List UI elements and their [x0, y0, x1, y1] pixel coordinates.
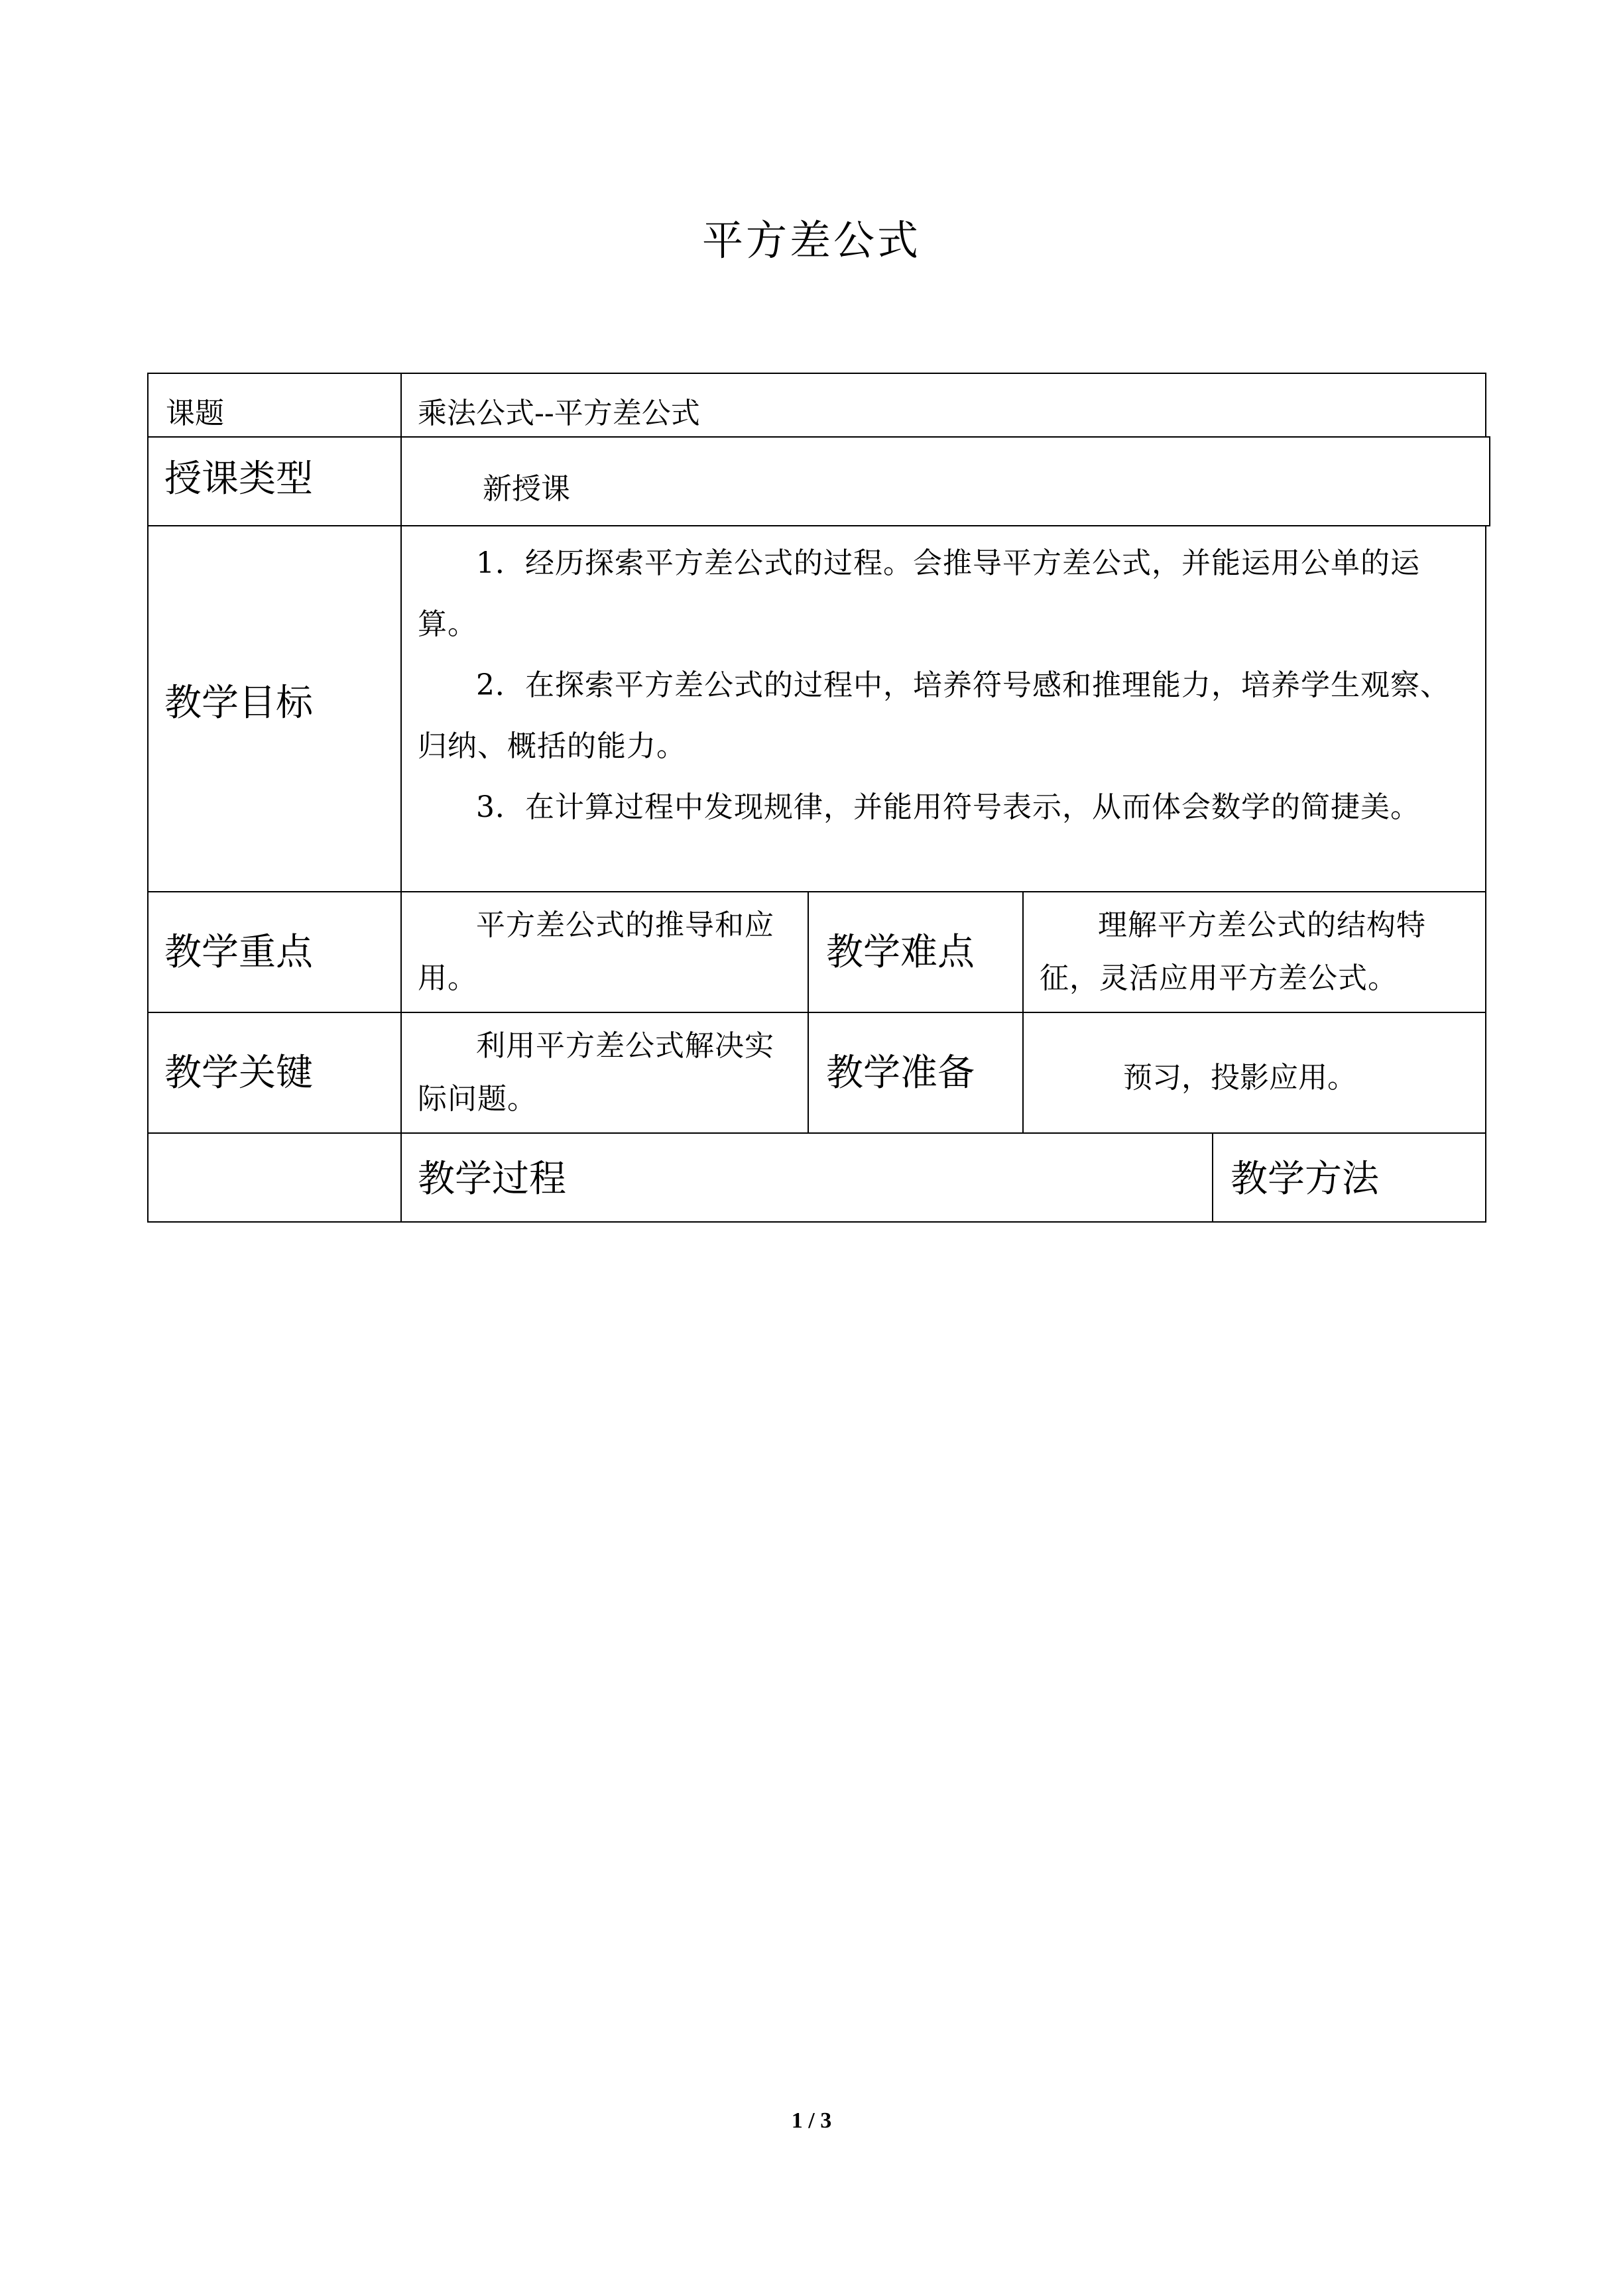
- prep-value: 预习，投影应用。: [1123, 1061, 1356, 1095]
- key-value-cell: [400, 1012, 809, 1134]
- key-label: 教学关键: [164, 1052, 313, 1095]
- goal-item: 3．在计算过程中发现规律，并能用符号表示，从而体会数学的简捷美。: [476, 790, 1420, 824]
- prep-label-cell: [808, 1012, 1024, 1134]
- difficulty-value: 理解平方差公式的结构特征，灵活应用平方差公式。: [1040, 908, 1426, 995]
- subject-value: 乘法公式--平方差公式: [418, 396, 700, 430]
- type-label-cell: [147, 436, 402, 526]
- difficulty-label-cell: [808, 891, 1024, 1013]
- type-value-cell: [400, 436, 1490, 526]
- page-number: 1 / 3: [791, 2108, 832, 2133]
- subject-label-cell: [147, 373, 402, 438]
- prep-label: 教学准备: [826, 1052, 975, 1095]
- difficulty-value-cell: [1022, 891, 1486, 1013]
- type-value: 新授课: [483, 472, 570, 506]
- subject-label: 课题: [166, 396, 224, 430]
- key-value: 利用平方差公式解决实际问题。: [418, 1029, 774, 1116]
- key-point-value-cell: [400, 891, 809, 1013]
- key-point-label: 教学重点: [164, 931, 313, 974]
- goal-item: 1．经历探索平方差公式的过程。会推导平方差公式，并能运用公单的运算。: [418, 546, 1420, 641]
- method-header-cell: [1212, 1132, 1486, 1223]
- difficulty-label: 教学难点: [826, 931, 975, 974]
- process-header-cell: [400, 1132, 1213, 1223]
- goal-item: 2．在探索平方差公式的过程中，培养符号感和推理能力，培养学生观察、归纳、概括的能力。: [418, 668, 1450, 763]
- goals-label: 教学目标: [164, 682, 313, 725]
- goals-list: [418, 533, 1472, 838]
- goals-value-cell: [400, 525, 1486, 892]
- subject-value-cell: [400, 373, 1486, 438]
- prep-value-cell: [1022, 1012, 1486, 1134]
- key-point-label-cell: [147, 891, 402, 1013]
- document-title: 平方差公式: [701, 216, 921, 265]
- key-point-value: 平方差公式的推导和应用。: [418, 908, 774, 995]
- goals-label-cell: [147, 525, 402, 892]
- process-empty-cell: [147, 1132, 402, 1223]
- method-header: 教学方法: [1231, 1158, 1379, 1201]
- process-header: 教学过程: [418, 1158, 566, 1201]
- type-label: 授课类型: [164, 457, 313, 501]
- key-label-cell: [147, 1012, 402, 1134]
